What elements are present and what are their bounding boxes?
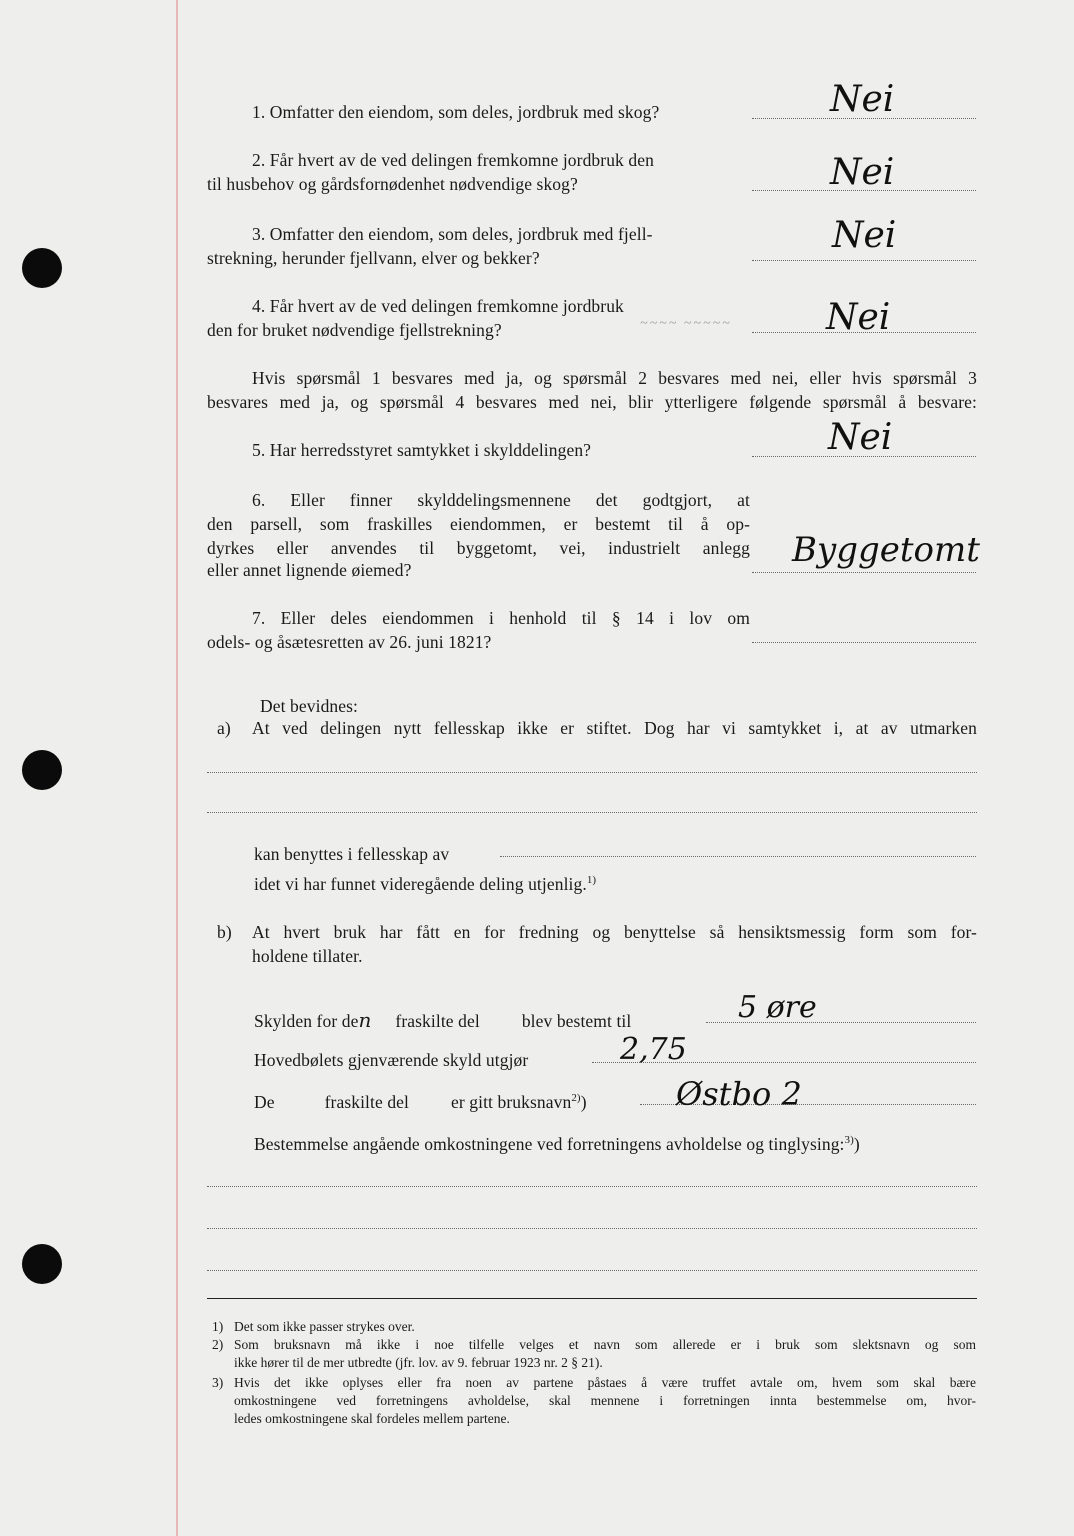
footnote-2-line-2: ikke hører til de mer utbredte (jfr. lov. av 9. februar 1923 nr. 2 § 21).	[234, 1355, 603, 1370]
bruksnavn-value: Østbo 2	[676, 1075, 802, 1113]
condition-line-2: besvares med ja, og spørsmål 4 besvares med nei, blir ytterligere følgende spørsmål å besvare:	[207, 392, 977, 412]
fill-line	[207, 812, 977, 813]
question-1-answer: Nei	[830, 79, 895, 120]
hovedbol-label: Hovedbølets gjenværende skyld utgjør	[254, 1050, 529, 1070]
footnote-3-line-3: ledes omkostningene skal fordeles mellem partene.	[234, 1411, 510, 1426]
item-b-label: b)	[217, 922, 232, 942]
answer-line	[752, 642, 976, 643]
footnote-2-line-1: Som bruksnavn må ikke i noe tilfelle velges et navn som allerede er i bruk som slektsnavn og som	[234, 1337, 976, 1352]
footnote-rule	[207, 1298, 977, 1299]
question-2-line-1: 2. Får hvert av de ved delingen fremkomne jordbruk den	[252, 150, 654, 170]
skyld-label: Skylden for den fraskilte del blev bestemt til	[254, 1008, 632, 1032]
fill-line	[207, 1228, 977, 1229]
item-b-line-2: holdene tillater.	[252, 946, 363, 966]
punch-hole	[22, 1244, 62, 1284]
question-6-line-3: dyrkes eller anvendes til byggetomt, vei, industrielt anlegg	[207, 538, 750, 558]
question-4-line-1: 4. Får hvert av de ved delingen fremkomne jordbruk	[252, 296, 624, 316]
question-3-answer: Nei	[832, 215, 897, 256]
question-6-line-4: eller annet lignende øiemed?	[207, 560, 412, 580]
fellesskap-label: kan benyttes i fellesskap av	[254, 844, 450, 864]
condition-line-1: Hvis spørsmål 1 besvares med ja, og spørsmål 2 besvares med nei, eller hvis spørsmål 3	[252, 368, 977, 388]
question-4-answer: Nei	[826, 297, 891, 338]
footnote-2-mark: 2)	[212, 1337, 224, 1352]
footnote-3-line-2: omkostningene ved forretningens avholdelse, skal mennene i forretningen innta bestemmelse om, hvor-	[234, 1393, 976, 1408]
question-1-text: 1. Omfatter den eiendom, som deles, jordbruk med skog?	[252, 102, 660, 122]
question-7-line-2: odels- og åsætesretten av 26. juni 1821?	[207, 632, 492, 652]
item-a-text: At ved delingen nytt fellesskap ikke er stiftet. Dog har vi samtykket i, at av utmarken	[252, 718, 977, 738]
punch-hole	[22, 750, 62, 790]
question-7-line-1: 7. Eller deles eiendommen i henhold til § 14 i lov om	[252, 608, 750, 628]
question-3-line-2: strekning, herunder fjellvann, elver og bekker?	[207, 248, 540, 268]
attest-heading: Det bevidnes:	[260, 696, 359, 716]
idet-text: idet vi har funnet videregående deling utjenlig.$^{1)}$	[254, 874, 597, 894]
item-a-label: a)	[217, 718, 231, 738]
footnote-1-mark: 1)	[212, 1319, 224, 1334]
question-6-line-1: 6. Eller finner skylddelingsmennene det godtgjort, at	[252, 490, 750, 510]
answer-line	[752, 572, 976, 573]
question-5-answer: Nei	[828, 417, 893, 458]
bestemmelse-label: Bestemmelse angående omkostningene ved forretningens avholdelse og tinglysing:$^{3)}$)	[254, 1134, 860, 1154]
answer-line	[752, 260, 976, 261]
fill-line	[207, 772, 977, 773]
question-2-answer: Nei	[830, 152, 895, 193]
fill-line	[207, 1186, 977, 1187]
skyld-value: 5 øre	[738, 990, 817, 1025]
question-4-line-2: den for bruket nødvendige fjellstrekning?	[207, 320, 502, 340]
question-6-answer: Byggetomt	[792, 530, 980, 570]
hovedbol-value: 2,75	[620, 1032, 687, 1067]
question-3-line-1: 3. Omfatter den eiendom, som deles, jordbruk med fjell-	[252, 224, 653, 244]
fill-line	[207, 1270, 977, 1271]
bruksnavn-label: De fraskilte del er gitt bruksnavn$^{2)}$)	[254, 1092, 587, 1112]
question-6-line-2: den parsell, som fraskilles eiendommen, er bestemt til å op-	[207, 514, 750, 534]
footnote-3-mark: 3)	[212, 1375, 224, 1390]
margin-line	[176, 0, 178, 1536]
footnote-3-line-1: Hvis det ikke oplyses eller fra noen av partene påstaes å være truffet avtale om, hvem som skal bære	[234, 1375, 976, 1390]
question-5-text: 5. Har herredsstyret samtykket i skylddelingen?	[252, 440, 592, 460]
faded-stamp-mark: ~~~~ ~~~~~	[640, 316, 732, 331]
footnote-1-text: Det som ikke passer strykes over.	[234, 1319, 415, 1334]
item-b-line-1: At hvert bruk har fått en for fredning og benyttelse så hensiktsmessig form som for-	[252, 922, 977, 942]
fill-line	[500, 856, 976, 857]
question-2-line-2: til husbehov og gårdsfornødenhet nødvendige skog?	[207, 174, 578, 194]
punch-hole	[22, 248, 62, 288]
